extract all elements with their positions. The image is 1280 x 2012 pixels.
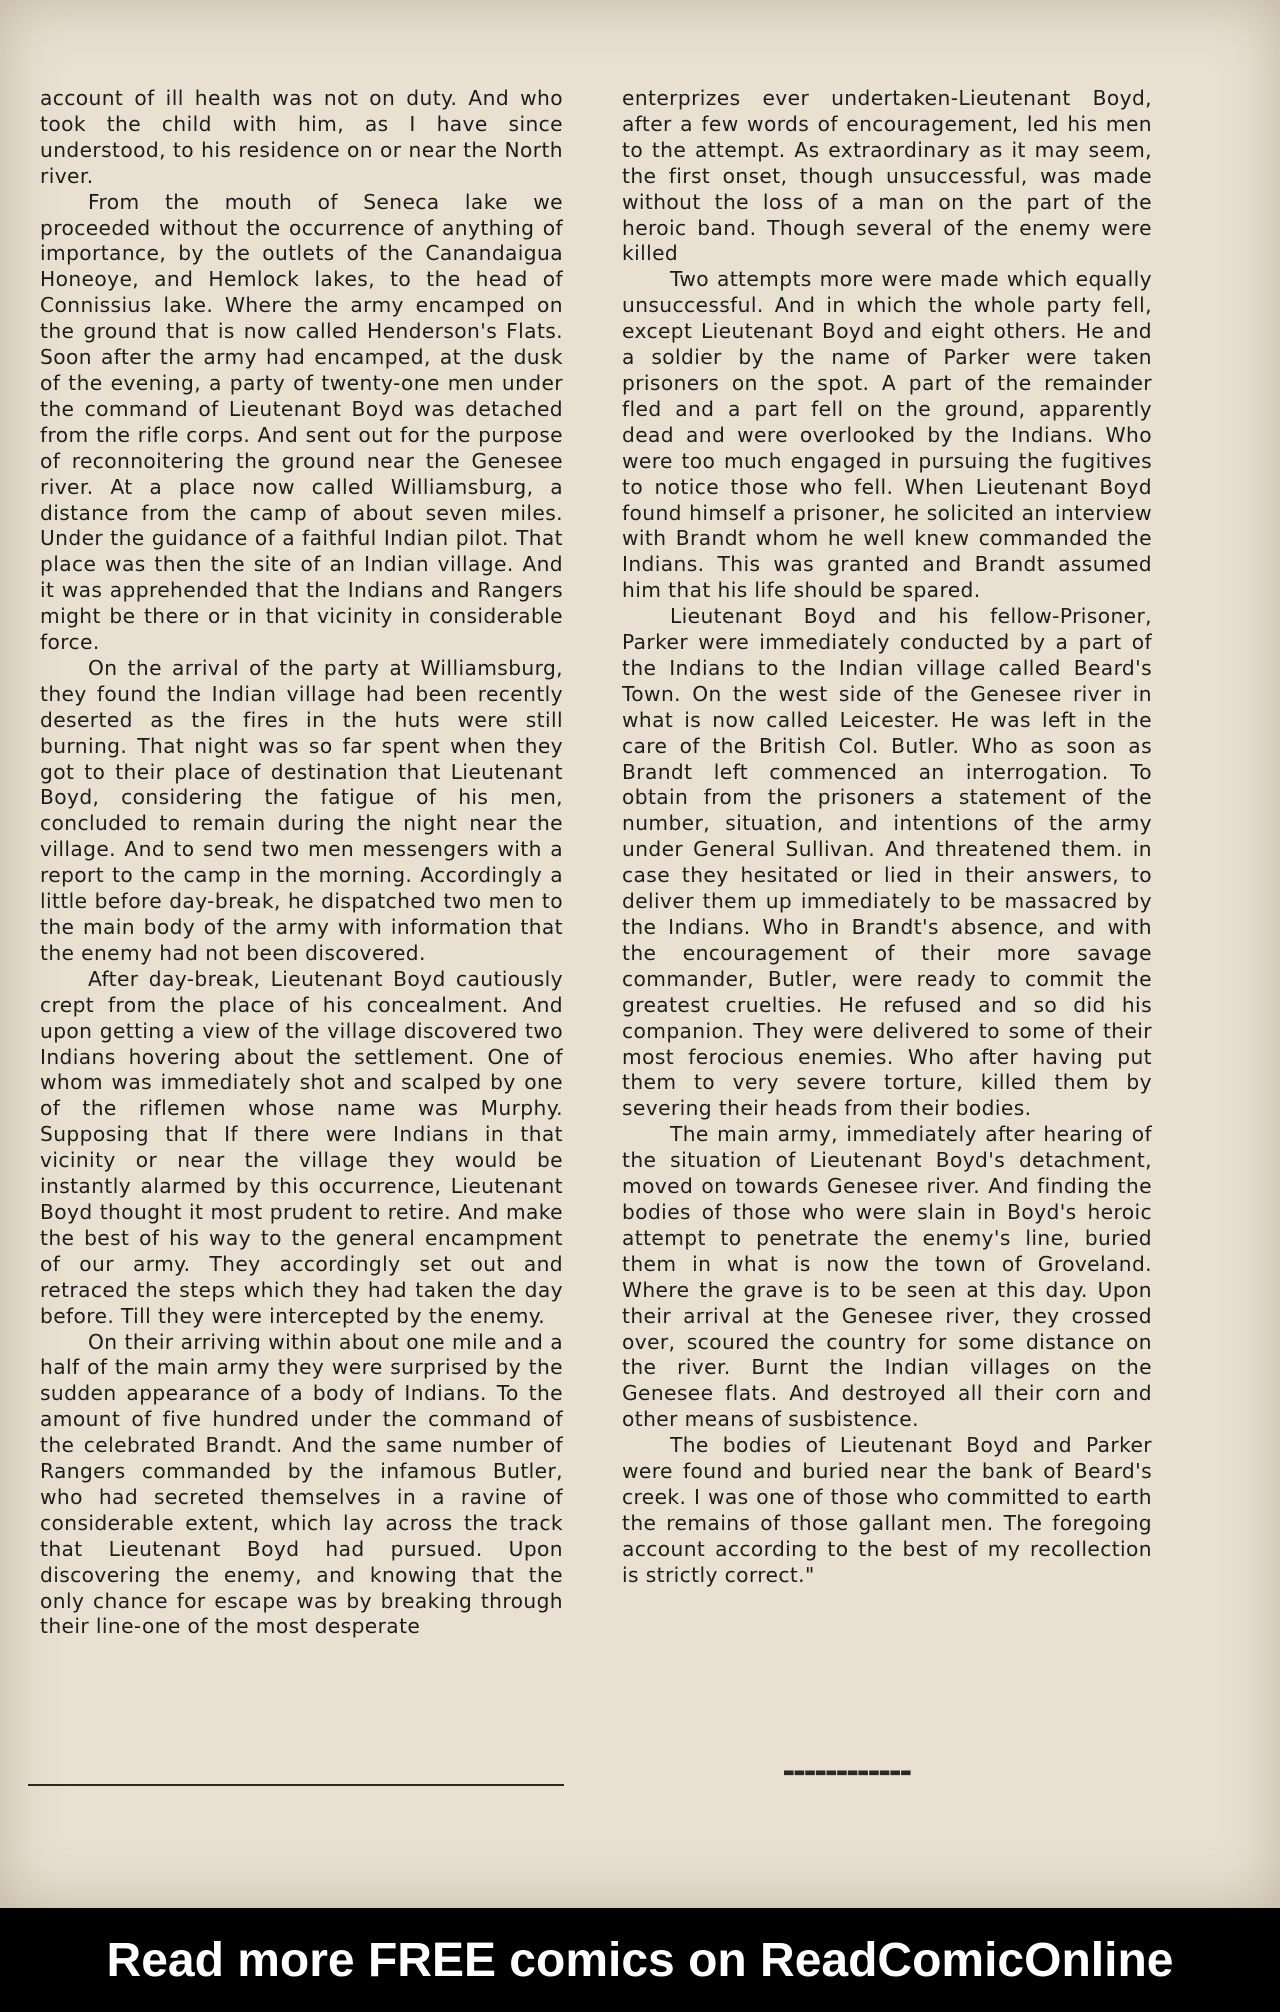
paragraph: After day-break, Lieutenant Boyd cautiously crept from the place of his concealment. And upon getting a view of the village discovered two Indians hovering about the settlement. One of whom was immediately shot and scalped by one of the riflemen whose name was Murphy. Supposing that If there were Indians in that vicinity or near the village they would be instantly alarmed by this occurrence, Lieutenant Boyd thought it most prudent to retire. And make the best of his way to the general encampment of our army. They accordingly set out and retraced the steps which they had taken the day before. Till they were intercepted by the enemy. [40,966,563,1328]
promo-banner[interactable] [0,1908,1280,2012]
left-text-column [40,86,563,1640]
right-text-column [622,86,1152,1589]
paragraph: Lieutenant Boyd and his fellow-Prisoner, Parker were immediately conducted by a part of the Indians to the Indian village called Beard's Town. On the west side of the Genesee river in what is now called Leicester. He was left in the care of the British Col. Butler. Who as soon as Brandt left commenced an interrogation. To obtain from the prisoners a statement of the number, situation, and intentions of the army under General Sullivan. And threatened them. in case they hesitated or lied in their answers, to deliver them up immediately to be massacred by the Indians. Who in Brandt's absence, and with the encouragement of their more savage commander, Butler, were ready to commit the greatest cruelties. He refused and so did his companion. They were delivered to some of their most ferocious enemies. Who after having put them to very severe torture, killed them by severing their heads from their bodies. [622,604,1152,1121]
paragraph: The main army, immediately after hearing of the situation of Lieutenant Boyd's detachment, moved on towards Genesee river. And finding the bodies of those who were slain in Boyd's heroic attempt to penetrate the enemy's line, buried them in what is now the town of Groveland. Where the grave is to be seen at this day. Upon their arrival at the Genesee river, they crossed over, scoured the country for some distance on the river. Burnt the Indian villages on the Genesee flats. And destroyed all their corn and other means of susbistence. [622,1122,1152,1432]
paragraph: account of ill health was not on duty. And who took the child with him, as I have since understood, to his residence on or near the North river. [40,86,563,188]
end-of-story-mark: ▬▬▬▬▬▬▬▬▬▬▬▬ [784,1762,912,1781]
promo-banner-text[interactable]: Read more FREE comics on ReadComicOnline [106,1933,1174,1987]
paragraph: From the mouth of Seneca lake we proceeded without the occurrence of anything of importance, by the outlets of the Canandaigua Honeoye, and Hemlock lakes, to the head of Connissius lake. Where the army encamped on the ground that is now called Henderson's Flats. Soon after the army had encamped, at the dusk of the evening, a party of twenty-one men under the command of Lieutenant Boyd was detached from the rifle corps. And sent out for the purpose of reconnoitering the ground near the Genesee river. At a place now called Williamsburg, a distance from the camp of about seven miles. Under the guidance of a faithful Indian pilot. That place was then the site of an Indian village. And it was apprehended that the Indians and Rangers might be there or in that vicinity in considerable force. [40,189,563,655]
paragraph: On the arrival of the party at Williamsburg, they found the Indian village had been recently deserted as the fires in the huts were still burning. That night was so far spent when they got to their place of destination that Lieutenant Boyd, considering the fatigue of his men, concluded to remain during the night near the village. And to send two men messengers with a report to the camp in the morning. Accordingly a little before day-break, he dispatched two men to the main body of the army with information that the enemy had not been discovered. [40,655,563,965]
paragraph: Two attempts more were made which equally unsuccessful. And in which the whole party fell, except Lieutenant Boyd and eight others. He and a soldier by the name of Parker were taken prisoners on the spot. A part of the remainder fled and a part fell on the ground, apparently dead and were overlooked by the Indians. Who were too much engaged in pursuing the fugitives to notice those who fell. When Lieutenant Boyd found himself a prisoner, he solicited an interview with Brandt whom he well knew commanded the Indians. This was granted and Brandt assumed him that his life should be spared. [622,267,1152,603]
column-underline-divider [28,1784,564,1786]
paragraph: enterprizes ever undertaken-Lieutenant Boyd, after a few words of encouragement, led his men to the attempt. As extraordinary as it may seem, the first onset, though unsuccessful, was made without the loss of a man on the part of the heroic band. Though several of the enemy were killed [622,86,1152,266]
paragraph: On their arriving within about one mile and a half of the main army they were surprised by the sudden appearance of a body of Indians. To the amount of five hundred under the command of the celebrated Brandt. And the same number of Rangers commanded by the infamous Butler, who had secreted themselves in a ravine of considerable extent, which lay across the track that Lieutenant Boyd had pursued. Upon discovering the enemy, and knowing that the only chance for escape was by breaking through their line-one of the most desperate [40,1329,563,1639]
paragraph: The bodies of Lieutenant Boyd and Parker were found and buried near the bank of Beard's creek. I was one of those who committed to earth the remains of those gallant men. The foregoing account according to the best of my recollection is strictly correct." [622,1433,1152,1587]
